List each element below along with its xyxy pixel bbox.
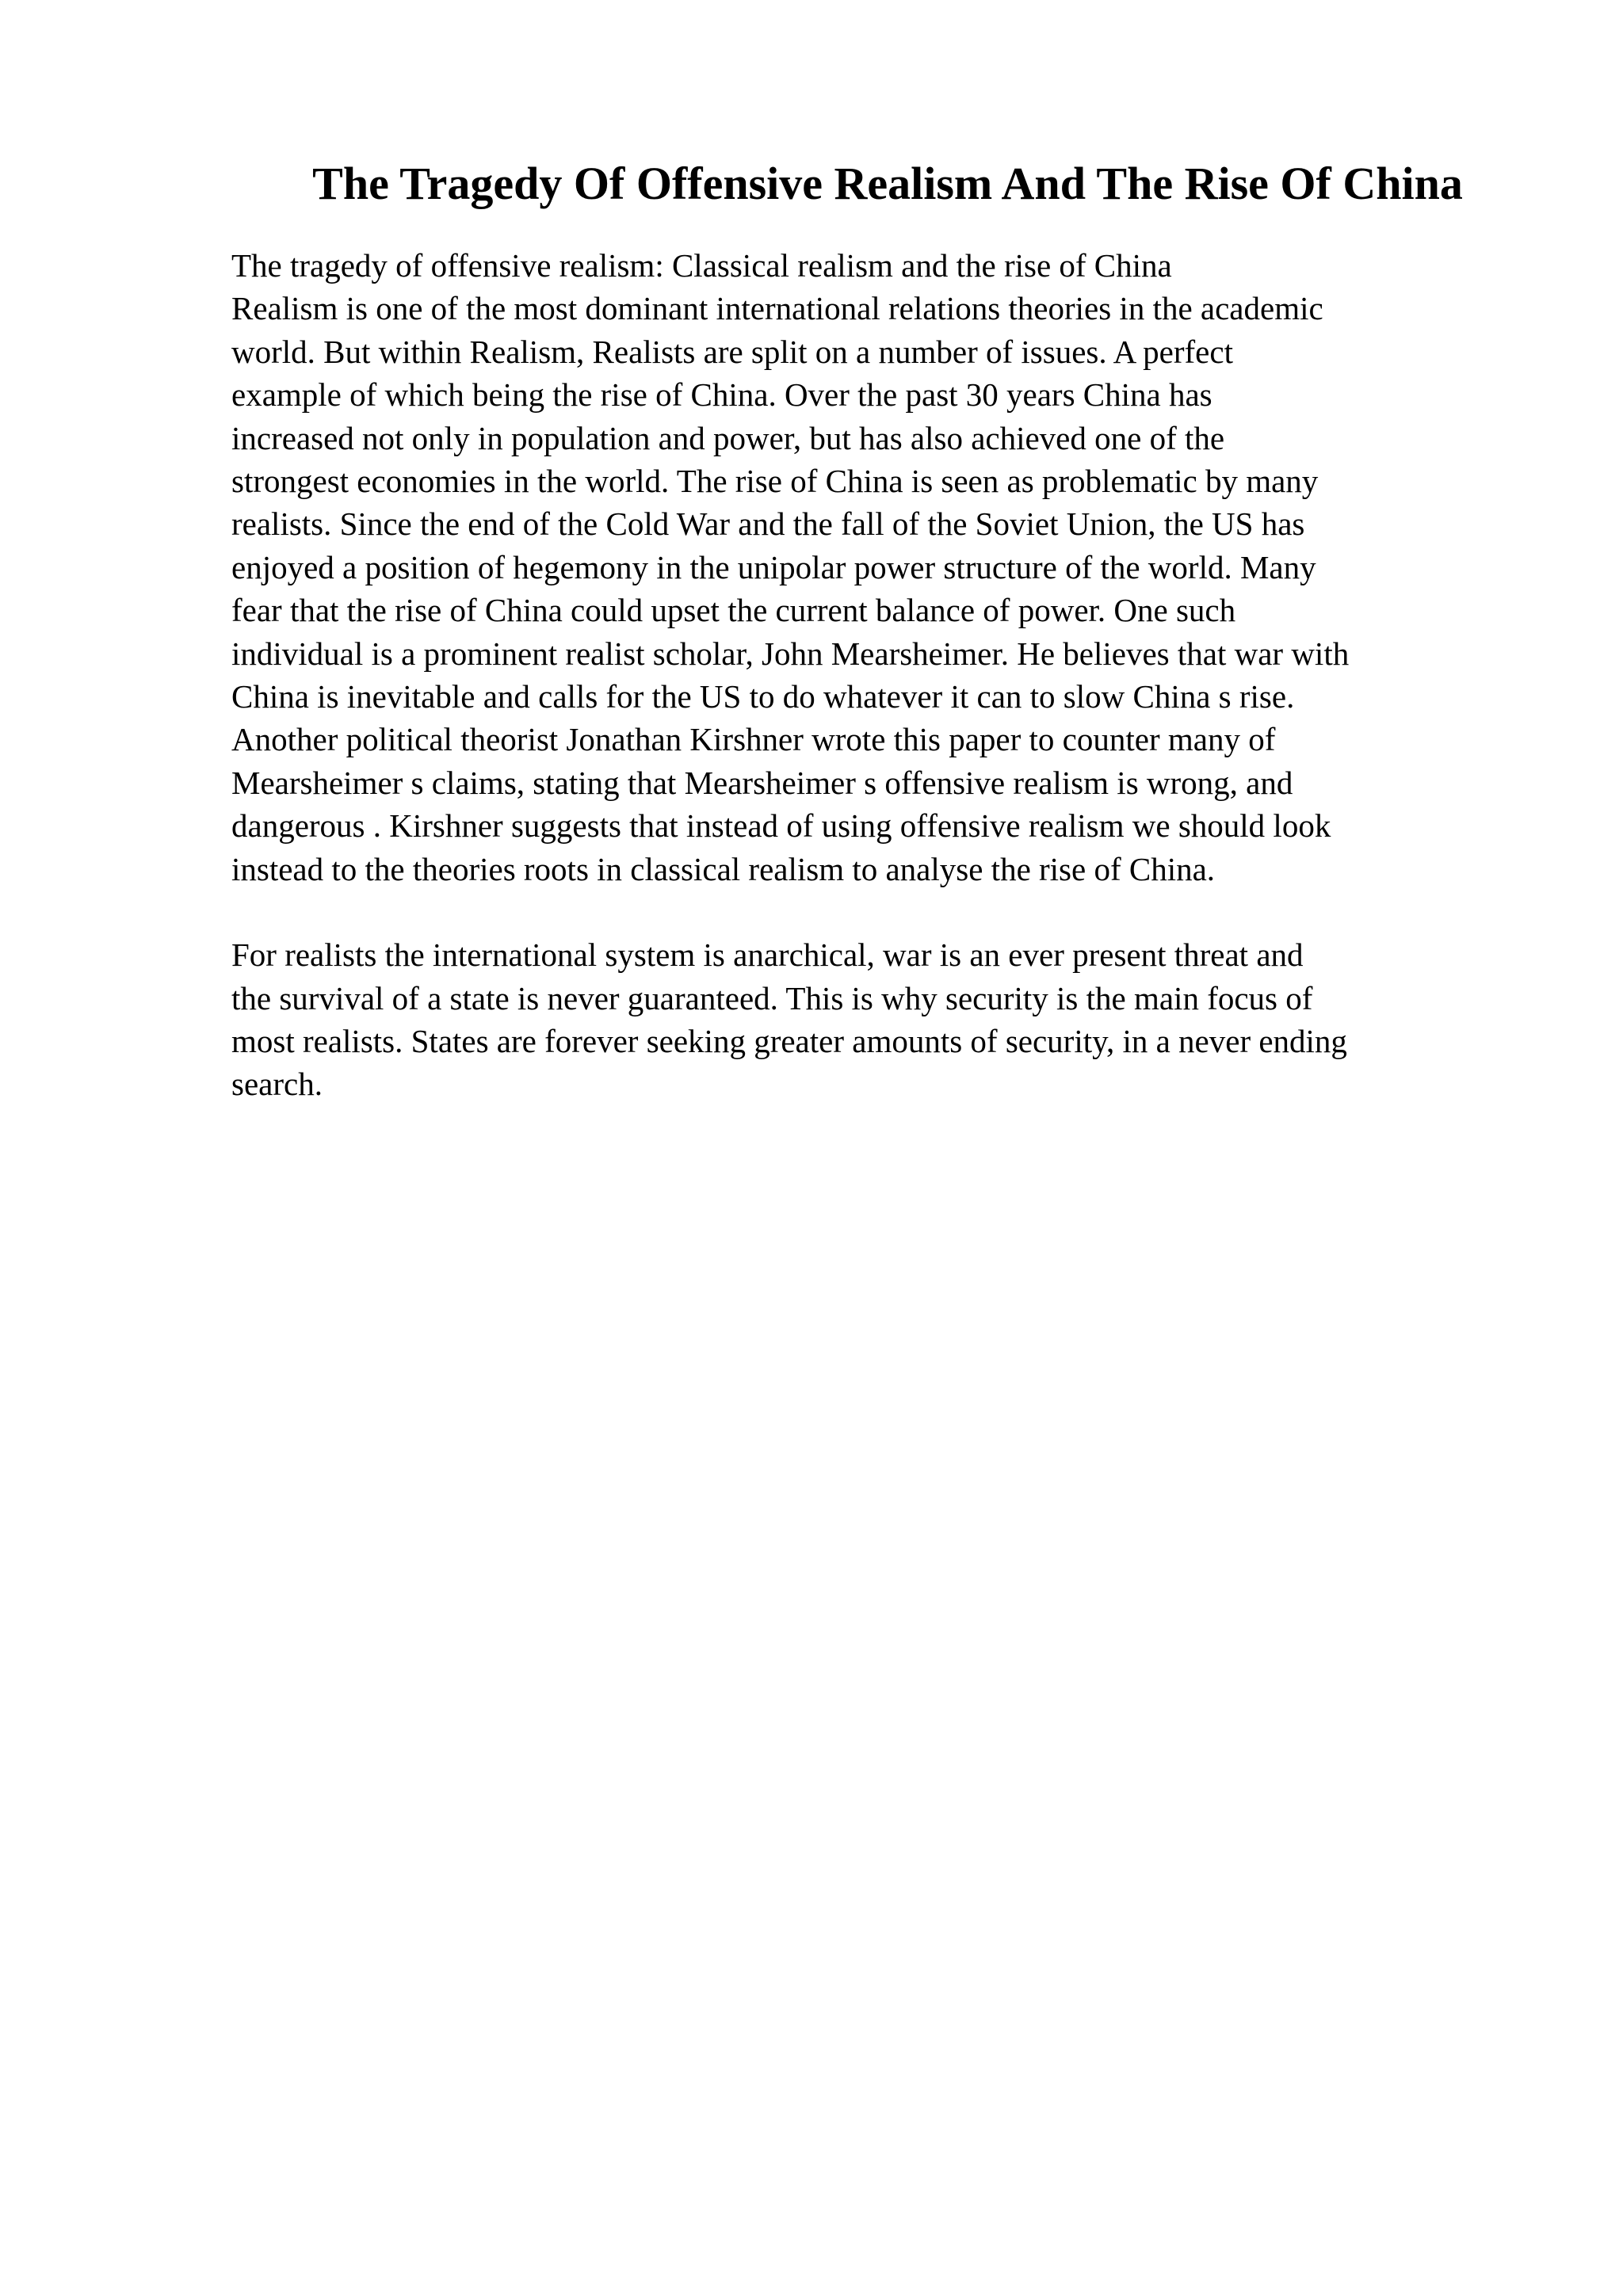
text-line: example of which being the rise of China. Over the past 30 years China has (231, 376, 1212, 414)
text-line: Realism is one of the most dominant international relations theories in the academic (231, 290, 1323, 327)
paragraph-1 (231, 244, 1547, 891)
text-line: search. (231, 1066, 323, 1103)
text-line: world. But within Realism, Realists are split on a number of issues. A perfect (231, 333, 1233, 370)
paragraph-2 (231, 933, 1547, 1106)
text-line: enjoyed a position of hegemony in the unipolar power structure of the world. Many (231, 548, 1316, 585)
text-line: the survival of a state is never guaranteed. This is why security is the main focus of (231, 979, 1313, 1016)
text-line: Another political theorist Jonathan Kirshner wrote this paper to counter many of (231, 721, 1276, 758)
text-line: increased not only in population and power, but has also achieved one of the (231, 419, 1225, 456)
document-title: The Tragedy Of Offensive Realism And The Rise Of China (312, 158, 1463, 209)
text-line: Mearsheimer s claims, stating that Mearsheimer s offensive realism is wrong, and (231, 764, 1293, 801)
text-line: strongest economies in the world. The rise of China is seen as problematic by many (231, 463, 1319, 500)
text-line: dangerous . Kirshner suggests that instead of using offensive realism we should look (231, 807, 1331, 845)
text-line: individual is a prominent realist scholar, John Mearsheimer. He believes that war with (231, 635, 1350, 672)
text-line: The tragedy of offensive realism: Classical realism and the rise of China (231, 247, 1172, 284)
text-line: most realists. States are forever seeking greater amounts of security, in a never ending (231, 1022, 1347, 1059)
text-line: instead to the theories roots in classical realism to analyse the rise of China. (231, 850, 1216, 887)
text-line: For realists the international system is anarchical, war is an ever present threat and (231, 936, 1304, 974)
text-line: realists. Since the end of the Cold War and the fall of the Soviet Union, the US has (231, 505, 1305, 543)
text-line: fear that the rise of China could upset the current balance of power. One such (231, 592, 1236, 629)
document-body (231, 244, 1547, 1106)
paragraph-spacer (231, 891, 1547, 933)
text-line: China is inevitable and calls for the US to do whatever it can to slow China s rise. (231, 678, 1295, 715)
